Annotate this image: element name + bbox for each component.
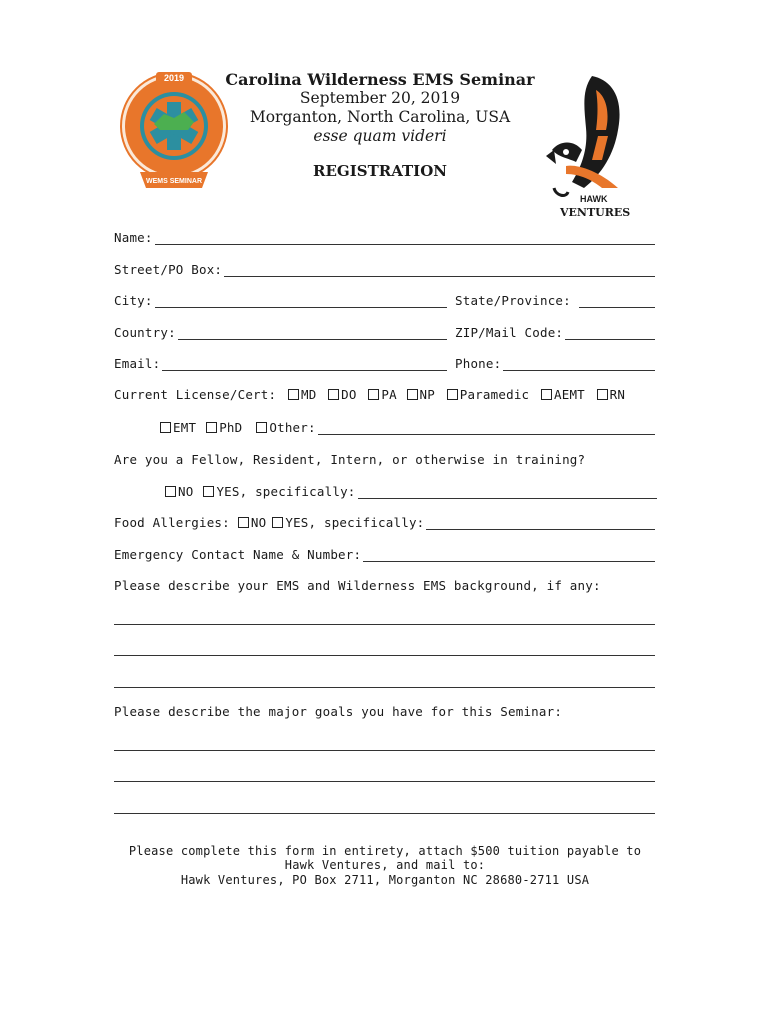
zip-label: ZIP/Mail Code: xyxy=(455,325,564,340)
street-label: Street/PO Box: xyxy=(114,262,223,277)
checkbox-np[interactable] xyxy=(407,389,418,400)
training-yes[interactable]: YES, specifically: xyxy=(203,484,355,499)
registration-heading: REGISTRATION xyxy=(313,162,447,180)
logo-banner: WEMS SEMINAR xyxy=(146,178,202,185)
training-no[interactable]: NO xyxy=(165,484,193,499)
phone-field[interactable] xyxy=(503,357,655,371)
emergency-row xyxy=(114,547,655,562)
license-option[interactable]: MD xyxy=(288,387,316,402)
hawk-ventures-logo xyxy=(532,70,642,220)
checkbox-rn[interactable] xyxy=(597,389,608,400)
training-answer-row xyxy=(165,484,657,499)
license-label: Current License/Cert: xyxy=(114,387,277,402)
state-row xyxy=(455,293,655,308)
city-label: City: xyxy=(114,293,153,308)
checkbox-md[interactable] xyxy=(288,389,299,400)
checkbox-aemt[interactable] xyxy=(541,389,552,400)
country-label: Country: xyxy=(114,325,176,340)
allergies-yes[interactable]: YES, specifically: xyxy=(272,515,424,530)
license-option[interactable]: DO xyxy=(328,387,356,402)
license-option[interactable]: Other: xyxy=(256,420,315,435)
name-row xyxy=(114,230,655,245)
checkbox-emt[interactable] xyxy=(160,422,171,433)
emergency-field[interactable] xyxy=(363,548,655,562)
email-row xyxy=(114,356,447,371)
footer-address: Hawk Ventures, PO Box 2711, Morganton NC 28680-2711 USA xyxy=(180,873,590,887)
allergies-no[interactable]: NO xyxy=(238,515,266,530)
background-line-1[interactable] xyxy=(114,611,655,625)
other-license-field[interactable] xyxy=(318,421,655,435)
background-question: Please describe your EMS and Wilderness EMS background, if any: xyxy=(114,578,601,593)
street-field[interactable] xyxy=(224,263,655,277)
license-row xyxy=(114,387,625,402)
seminar-date: September 20, 2019 xyxy=(299,89,461,107)
phone-row xyxy=(455,356,655,371)
license-option[interactable]: PhD xyxy=(206,420,242,435)
seminar-location: Morganton, North Carolina, USA xyxy=(249,108,511,126)
checkbox-allergies-no[interactable] xyxy=(238,517,249,528)
email-field[interactable] xyxy=(162,357,447,371)
logo-year: 2019 xyxy=(163,73,185,83)
background-line-2[interactable] xyxy=(114,642,655,656)
state-label: State/Province: xyxy=(455,293,571,308)
state-field[interactable] xyxy=(579,294,655,308)
name-label: Name: xyxy=(114,230,153,245)
training-question: Are you a Fellow, Resident, Intern, or otherwise in training? xyxy=(114,452,586,467)
checkbox-training-yes[interactable] xyxy=(203,486,214,497)
street-row xyxy=(114,262,655,277)
name-field[interactable] xyxy=(155,231,655,245)
license-option[interactable]: EMT xyxy=(160,420,196,435)
checkbox-allergies-yes[interactable] xyxy=(272,517,283,528)
license-row-2 xyxy=(160,420,655,435)
goals-line-1[interactable] xyxy=(114,737,655,751)
license-option[interactable]: PA xyxy=(368,387,396,402)
license-option[interactable]: RN xyxy=(597,387,625,402)
license-option[interactable]: Paramedic xyxy=(447,387,530,402)
goals-question: Please describe the major goals you have for this Seminar: xyxy=(114,704,563,719)
city-row xyxy=(114,293,447,308)
checkbox-paramedic[interactable] xyxy=(447,389,458,400)
emergency-label: Emergency Contact Name & Number: xyxy=(114,547,362,562)
training-specify-field[interactable] xyxy=(358,485,657,499)
email-label: Email: xyxy=(114,356,161,371)
allergies-specify-field[interactable] xyxy=(426,516,655,530)
license-option[interactable]: AEMT xyxy=(541,387,585,402)
checkbox-phd[interactable] xyxy=(206,422,217,433)
seminar-motto: esse quam videri xyxy=(313,127,447,145)
checkbox-pa[interactable] xyxy=(368,389,379,400)
footer-payee: Hawk Ventures, and mail to: xyxy=(284,858,486,872)
phone-label: Phone: xyxy=(455,356,502,371)
country-field[interactable] xyxy=(178,326,447,340)
allergies-label: Food Allergies: xyxy=(114,515,230,530)
logo-hawk-text: HAWK xyxy=(580,194,608,204)
goals-line-3[interactable] xyxy=(114,800,655,814)
zip-row xyxy=(455,325,655,340)
background-line-3[interactable] xyxy=(114,674,655,688)
checkbox-do[interactable] xyxy=(328,389,339,400)
logo-ventures-text: VENTURES xyxy=(560,206,631,219)
country-row xyxy=(114,325,447,340)
checkbox-training-no[interactable] xyxy=(165,486,176,497)
city-field[interactable] xyxy=(155,294,447,308)
zip-field[interactable] xyxy=(565,326,655,340)
seminar-title: Carolina Wilderness EMS Seminar xyxy=(225,70,535,89)
checkbox-other[interactable] xyxy=(256,422,267,433)
footer-instructions: Please complete this form in entirety, attach $500 tuition payable to xyxy=(128,844,642,858)
license-option[interactable]: NP xyxy=(407,387,435,402)
allergies-row xyxy=(114,515,655,530)
goals-line-2[interactable] xyxy=(114,768,655,782)
